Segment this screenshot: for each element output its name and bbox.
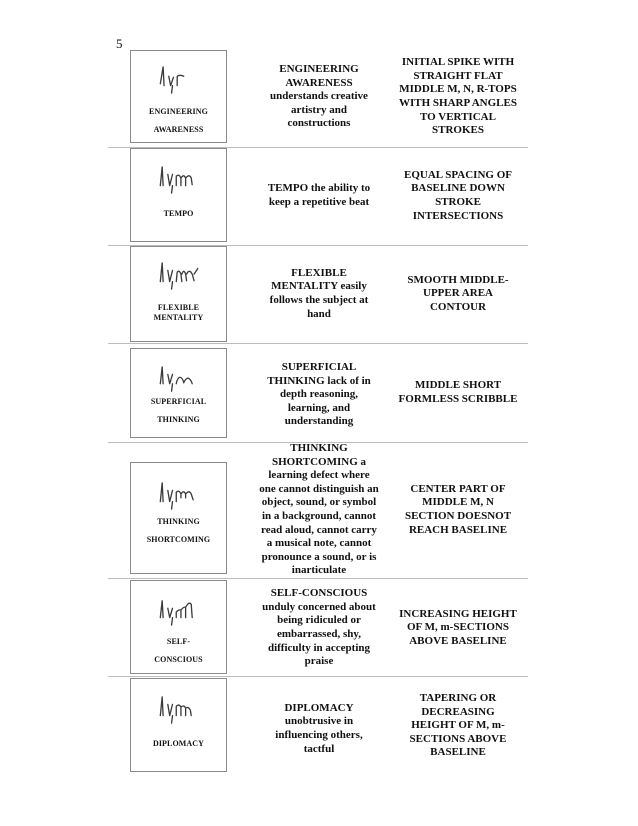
handwriting-sample-image xyxy=(149,597,211,627)
sample-caption: MENTALITY xyxy=(153,313,204,322)
trait-description-line: THINKING lack of in xyxy=(267,374,371,387)
sample-caption: THINKING xyxy=(157,415,200,424)
stroke-feature xyxy=(392,56,524,138)
stroke-feature-line: STROKES xyxy=(432,124,484,137)
trait-description-line: artistry and xyxy=(291,103,347,116)
trait-description-line: SHORTCOMING a xyxy=(271,455,367,468)
stroke-feature-line: EQUAL SPACING OF xyxy=(404,168,512,181)
trait-description-line: DIPLOMACY xyxy=(284,701,354,714)
sample-caption: DIPLOMACY xyxy=(152,739,205,748)
trait-description-line: one cannot distinguish an xyxy=(259,482,379,495)
trait-description-line: AWARENESS xyxy=(285,76,353,89)
stroke-feature-line: REACH BASELINE xyxy=(408,523,508,536)
stroke-feature-line: INITIAL SPIKE WITH xyxy=(401,56,515,69)
sample-caption: SHORTCOMING xyxy=(146,535,211,544)
trait-description-line: praise xyxy=(304,655,334,668)
stroke-feature xyxy=(392,274,524,315)
stroke-feature-line: ABOVE BASELINE xyxy=(409,634,507,647)
trait-description-line: hand xyxy=(307,307,331,320)
trait-description xyxy=(253,587,385,669)
trait-description-line: embarrassed, shy, xyxy=(276,627,361,640)
trait-description-line: SUPERFICIAL xyxy=(281,361,357,374)
handwriting-sample-image xyxy=(149,165,211,195)
trait-description-line: learning, and xyxy=(287,401,351,414)
trait-description-line: learning defect where xyxy=(268,469,370,482)
stroke-feature-line: TO VERTICAL xyxy=(420,110,496,123)
stroke-feature-line: BASELINE xyxy=(430,746,486,759)
stroke-feature xyxy=(392,169,524,223)
handwriting-sample-card xyxy=(130,580,227,674)
trait-description-line: in a background, cannot xyxy=(261,510,377,522)
stroke-feature xyxy=(392,608,524,649)
trait-description xyxy=(253,702,385,756)
trait-description-line: FLEXIBLE xyxy=(291,266,347,279)
trait-description-line: a musical note, cannot xyxy=(266,537,372,550)
handwriting-sample-card xyxy=(130,148,227,242)
stroke-feature-line: HEIGHT OF M, m- xyxy=(411,719,505,732)
trait-description-line: follows the subject at xyxy=(269,293,369,306)
sample-caption: AWARENESS xyxy=(153,125,204,134)
stroke-feature-line: INCREASING HEIGHT xyxy=(399,607,517,620)
stroke-feature-line: CENTER PART OF xyxy=(410,482,506,495)
trait-description-line: understanding xyxy=(284,415,354,428)
stroke-feature-line: MIDDLE M, N xyxy=(422,496,494,509)
handwriting-sample-image xyxy=(149,695,211,725)
stroke-feature-line: SECTIONS ABOVE xyxy=(409,732,507,745)
stroke-feature-line: TAPERING OR xyxy=(419,692,497,705)
sample-caption: SELF- xyxy=(166,637,191,646)
stroke-feature-line: MIDDLE SHORT xyxy=(414,379,502,392)
handwriting-sample-card xyxy=(130,462,227,574)
stroke-feature-line: FORMLESS SCRIBBLE xyxy=(398,392,518,405)
trait-description-line: THINKING xyxy=(290,442,348,455)
row-divider xyxy=(108,676,528,677)
trait-description-line: unobtrusive in xyxy=(284,715,354,728)
handwriting-sample-image xyxy=(149,65,211,95)
stroke-feature-line: SECTION DOESNOT xyxy=(404,509,512,522)
sample-caption: ENGINEERING xyxy=(149,107,208,116)
stroke-feature-line: UPPER AREA xyxy=(423,287,493,300)
trait-description-line: keep a repetitive beat xyxy=(268,195,370,208)
stroke-feature-line: OF M, m-SECTIONS xyxy=(407,621,509,634)
stroke-feature-line: DECREASING xyxy=(421,705,495,718)
stroke-feature-line: STROKE xyxy=(435,195,481,208)
row-divider xyxy=(108,343,528,344)
stroke-feature xyxy=(392,483,524,537)
page-number: 5 xyxy=(116,36,123,51)
trait-description-line: influencing others, xyxy=(275,728,363,741)
trait-description-line: understands creative xyxy=(270,90,368,103)
trait-description-line: depth reasoning, xyxy=(279,388,359,401)
handwriting-sample-card xyxy=(130,348,227,438)
trait-description-line: object, sound, or symbol xyxy=(261,496,377,509)
handwriting-sample-image xyxy=(149,481,211,511)
trait-description-line: inarticulate xyxy=(291,564,347,577)
handwriting-sample-card xyxy=(130,678,227,772)
stroke-feature-line: SMOOTH MIDDLE- xyxy=(407,273,509,286)
stroke-feature-line: MIDDLE M, N, R-TOPS xyxy=(399,83,517,96)
trait-description-line: pronounce a sound, or is xyxy=(261,550,377,563)
row-divider xyxy=(108,578,528,579)
trait-description xyxy=(253,267,385,321)
handwriting-sample-image xyxy=(149,261,211,291)
trait-description-line: MENTALITY easily xyxy=(271,280,367,293)
stroke-feature xyxy=(392,379,524,406)
sample-caption: THINKING xyxy=(157,517,200,526)
stroke-feature-line: STRAIGHT FLAT xyxy=(413,69,503,82)
trait-description xyxy=(253,182,385,209)
sample-caption: CONSCIOUS xyxy=(154,655,203,664)
handwriting-sample-card xyxy=(130,50,227,143)
trait-description xyxy=(253,442,385,578)
trait-description-line: difficulty in accepting xyxy=(267,641,371,654)
trait-description-line: tactful xyxy=(303,742,335,755)
stroke-feature xyxy=(392,692,524,760)
handwriting-sample-image xyxy=(149,365,211,395)
handwriting-sample-card xyxy=(130,246,227,342)
stroke-feature-line: BASELINE DOWN xyxy=(411,182,505,195)
trait-description-line: unduly concerned about xyxy=(262,600,376,613)
trait-description-line: SELF-CONSCIOUS xyxy=(270,587,368,600)
sample-caption: FLEXIBLE xyxy=(157,303,200,312)
sample-caption: SUPERFICIAL xyxy=(150,397,207,406)
trait-description-line: constructions xyxy=(287,117,351,130)
sample-caption: TEMPO xyxy=(163,209,194,218)
trait-description-line: ENGINEERING xyxy=(279,63,359,76)
trait-description xyxy=(253,361,385,429)
trait-description-line: being ridiculed or xyxy=(277,614,361,627)
stroke-feature-line: CONTOUR xyxy=(429,300,487,313)
trait-description-line: TEMPO the ability to xyxy=(267,182,371,195)
trait-description-line: read aloud, cannot carry xyxy=(261,523,377,536)
trait-description xyxy=(253,63,385,131)
stroke-feature-line: INTERSECTIONS xyxy=(412,209,504,222)
stroke-feature-line: WITH SHARP ANGLES xyxy=(399,96,517,109)
